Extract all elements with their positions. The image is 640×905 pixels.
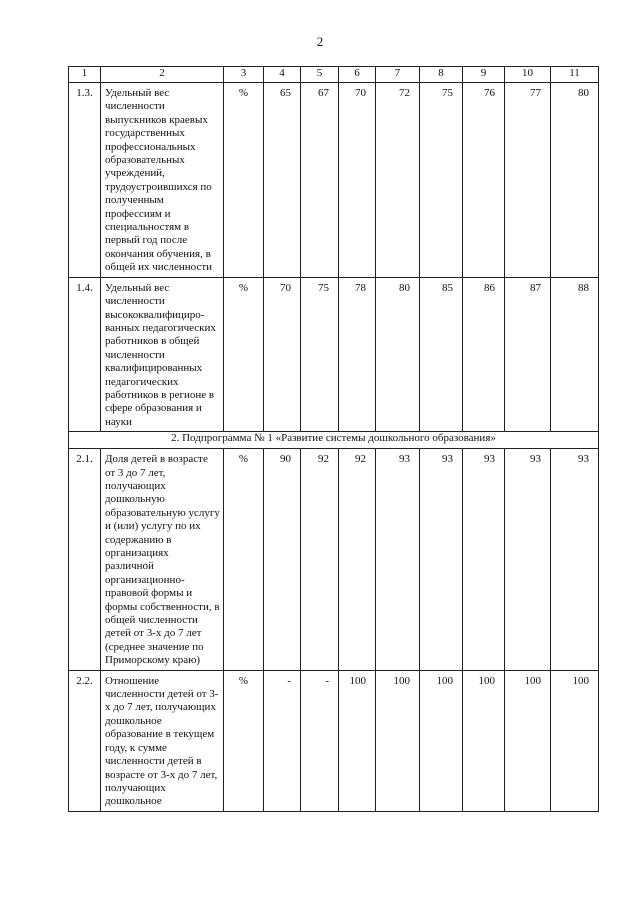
section-heading-row bbox=[69, 432, 599, 449]
column-number-cell: 3 bbox=[224, 67, 264, 83]
column-number-cell: 5 bbox=[301, 67, 339, 83]
unit-cell: % bbox=[224, 670, 264, 811]
value-cell: 100 bbox=[463, 670, 505, 811]
column-number-cell: 9 bbox=[463, 67, 505, 83]
value-cell: 80 bbox=[376, 277, 420, 431]
value-cell: 90 bbox=[264, 449, 301, 671]
value-cell: 100 bbox=[505, 670, 551, 811]
indicator-description: Отношение численности детей от 3-х до 7 лет, получающих дошкольное образование в текущем году, к сумме численности детей в возрасте от 3-х до 7 лет, получающих дошкольное bbox=[101, 670, 224, 811]
value-cell: 100 bbox=[339, 670, 376, 811]
row-number: 2.1. bbox=[69, 449, 101, 671]
value-cell: 65 bbox=[264, 83, 301, 278]
column-number-cell: 1 bbox=[69, 67, 101, 83]
value-cell: 77 bbox=[505, 83, 551, 278]
value-cell: 80 bbox=[551, 83, 599, 278]
value-cell: 93 bbox=[376, 449, 420, 671]
value-cell: 93 bbox=[505, 449, 551, 671]
column-number-cell: 10 bbox=[505, 67, 551, 83]
value-cell: 93 bbox=[551, 449, 599, 671]
table-row bbox=[69, 449, 599, 671]
value-cell: 86 bbox=[463, 277, 505, 431]
table-row bbox=[69, 670, 599, 811]
indicators-table bbox=[68, 66, 599, 812]
value-cell: 100 bbox=[420, 670, 463, 811]
value-cell: 85 bbox=[420, 277, 463, 431]
value-cell: 76 bbox=[463, 83, 505, 278]
section-title: 2. Подпрограмма № 1 «Развитие системы дошкольного образования» bbox=[69, 432, 599, 449]
column-number-header-row bbox=[69, 67, 599, 83]
row-number: 2.2. bbox=[69, 670, 101, 811]
value-cell: 70 bbox=[339, 83, 376, 278]
row-number: 1.3. bbox=[69, 83, 101, 278]
column-number-cell: 11 bbox=[551, 67, 599, 83]
column-number-cell: 7 bbox=[376, 67, 420, 83]
indicator-description: Удельный вес численности высококвалифициро-ванных педагогических работников в общей численности квалифицированных педагогических работников в регионе в сфере образования и науки bbox=[101, 277, 224, 431]
value-cell: 72 bbox=[376, 83, 420, 278]
value-cell: 93 bbox=[463, 449, 505, 671]
unit-cell: % bbox=[224, 277, 264, 431]
value-cell: 67 bbox=[301, 83, 339, 278]
indicator-description: Доля детей в возрасте от 3 до 7 лет, получающих дошкольную образовательную услугу и (или) услугу по их содержанию в организациях различной организационно-правовой формы и формы собственности, в общей численности детей от 3-х до 7 лет (среднее значение по Приморскому краю) bbox=[101, 449, 224, 671]
value-cell: 92 bbox=[301, 449, 339, 671]
column-number-cell: 4 bbox=[264, 67, 301, 83]
value-cell: 100 bbox=[376, 670, 420, 811]
value-cell: 100 bbox=[551, 670, 599, 811]
value-cell: - bbox=[301, 670, 339, 811]
indicator-description: Удельный вес численности выпускников краевых государственных профессиональных образовательных учреждений, трудоустроившихся по полученным профессиям и специальностям в первый год после окончания обучения, в общей их численности bbox=[101, 83, 224, 278]
value-cell: 92 bbox=[339, 449, 376, 671]
value-cell: 75 bbox=[301, 277, 339, 431]
table-row bbox=[69, 83, 599, 278]
row-number: 1.4. bbox=[69, 277, 101, 431]
value-cell: 75 bbox=[420, 83, 463, 278]
unit-cell: % bbox=[224, 83, 264, 278]
column-number-cell: 2 bbox=[101, 67, 224, 83]
value-cell: 93 bbox=[420, 449, 463, 671]
table-row bbox=[69, 277, 599, 431]
unit-cell: % bbox=[224, 449, 264, 671]
value-cell: 87 bbox=[505, 277, 551, 431]
value-cell: 70 bbox=[264, 277, 301, 431]
column-number-cell: 6 bbox=[339, 67, 376, 83]
column-number-cell: 8 bbox=[420, 67, 463, 83]
value-cell: - bbox=[264, 670, 301, 811]
value-cell: 88 bbox=[551, 277, 599, 431]
page-number: 2 bbox=[316, 34, 324, 49]
value-cell: 78 bbox=[339, 277, 376, 431]
